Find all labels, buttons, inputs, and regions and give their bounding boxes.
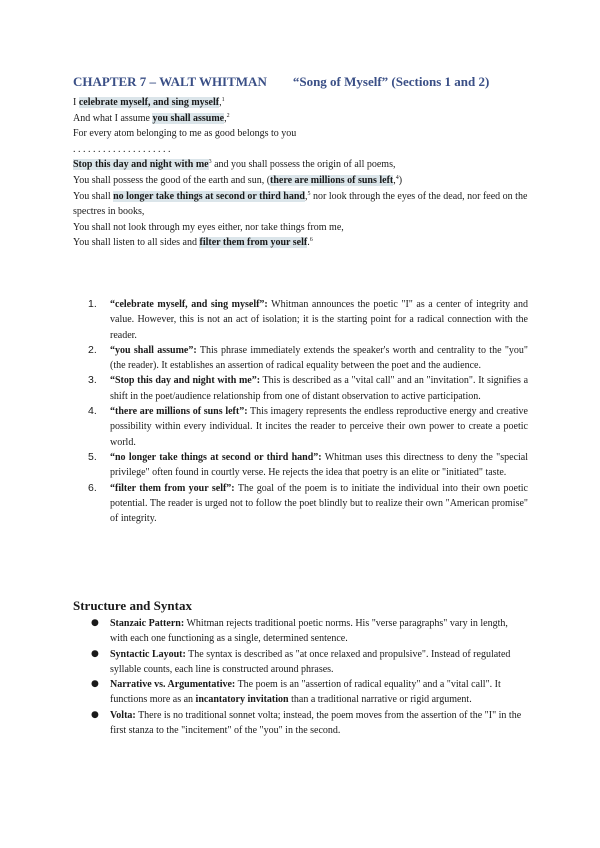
poem-line-3: For every atom belonging to me as good belongs to you (73, 128, 297, 140)
poem-text: You shall possess the good of the earth and sun, ( (73, 174, 271, 186)
bullet-icon: ● (91, 648, 99, 659)
annotation-text: Whitman uses this directness to deny the "special privilege" often found in courtly verse. He rejects the idea that poetry is an elite or "initiated" taste. (110, 451, 528, 479)
footnote-ref-2: 2 (226, 112, 230, 119)
annotation-term: “filter them from your self”: (110, 482, 235, 494)
highlight-celebrate-myself: celebrate myself, and sing myself (78, 97, 220, 108)
structure-item (76, 616, 528, 647)
structure-text: than a traditional narrative or rigid argument. (288, 694, 472, 706)
highlight-you-shall-assume: you shall assume (152, 112, 225, 124)
structure-text: There is no traditional sonnet volta; instead, the poem moves from the assertion of the "I" in the first stanza to the "incitement" of the "you" in the second. (110, 709, 522, 737)
annotation-text: This phrase immediately extends the speaker's worth and centrality to the "you" (the reader). It establishes an assertion of radical equality between the poet and the audience. (110, 344, 529, 372)
bullet-icon: ● (91, 709, 99, 720)
structure-term-inline: incantatory invitation (195, 694, 289, 706)
poem-text: , (305, 190, 308, 202)
poem-text: nor look through the eyes of the dead, nor feed on the spectres in books, (73, 190, 528, 218)
highlight-filter-them: filter them from your self (199, 237, 308, 249)
annotation-list (76, 297, 528, 526)
annotation-item (76, 404, 528, 450)
annotation-text: This imagery represents the endless reproductive energy and creative possibility within every individual. It incites the reader to perceive their own power to create a poetic world. (110, 406, 528, 448)
poem-line-9 (73, 235, 533, 251)
annotation-text: This is described as a "vital call" and an "invitation". It signifies a shift in the poet/audience relationship from one of distant observation to active participation. (110, 375, 529, 402)
structure-term: Narrative vs. Argumentative: (110, 679, 236, 691)
annotation-term: “Stop this day and night with me”: (110, 375, 261, 387)
footnote-ref-1: 1 (221, 97, 225, 103)
structure-item (76, 677, 528, 708)
highlight-stop-this-day: Stop this day and night with me (73, 159, 209, 171)
poem-line-2 (73, 111, 533, 127)
bullet-icon: ● (91, 618, 99, 628)
annotation-term: “you shall assume”: (110, 344, 197, 356)
annotation-item (76, 373, 528, 404)
poem-text: I (73, 97, 79, 108)
poem-text: , (224, 112, 227, 124)
footnote-ref-6: 6 (309, 237, 313, 244)
chapter-label: CHAPTER 7 – WALT WHITMAN (73, 74, 267, 89)
structure-item (76, 647, 528, 678)
chapter-heading (73, 74, 543, 90)
annotation-term: “there are millions of suns left”: (110, 406, 248, 418)
highlight-millions-of-suns: there are millions of suns left (270, 174, 394, 186)
annotation-number: 1. (88, 298, 97, 310)
poem-text: , (219, 97, 222, 108)
poem-line-1 (73, 95, 533, 111)
bullet-icon: ● (91, 679, 99, 690)
footnote-ref-3: 3 (208, 159, 212, 166)
poem-text: You shall listen to all sides and (73, 237, 200, 249)
annotation-item (76, 450, 528, 481)
annotation-text: The goal of the poem is to initiate the individual into their own poetic potential. The reader is urged not to follow the poet blindly but to realize their own "American promise" of integrity. (110, 482, 528, 525)
poem-text: and you shall possess the origin of all poems, (211, 159, 396, 171)
annotation-item (76, 481, 528, 527)
structure-text: The syntax is described as "at once relaxed and propulsive". Instead of regulated syllable counts, each line is constructed around phrases. (110, 648, 511, 675)
structure-list (76, 616, 528, 738)
annotation-item (76, 343, 528, 374)
structure-item (76, 708, 528, 739)
highlight-no-longer-take-things: no longer take things at second or third hand (113, 190, 305, 202)
annotation-number: 2. (88, 343, 97, 356)
poem-line-6 (73, 173, 533, 189)
poem-line-7 (73, 189, 533, 220)
poem-line-5 (73, 157, 533, 173)
annotation-item (76, 297, 528, 343)
annotation-term: “no longer take things at second or third hand”: (110, 451, 322, 463)
poem-text: You shall (73, 190, 114, 202)
poem-text: ) (398, 174, 403, 186)
section-heading: Structure and Syntax (73, 598, 192, 613)
structure-term: Syntactic Layout: (110, 648, 186, 660)
poem-text: . (307, 237, 310, 249)
footnote-ref-4: 4 (395, 174, 399, 181)
poem-text: And what I assume (73, 112, 153, 124)
structure-term: Stanzaic Pattern: (110, 618, 185, 629)
annotation-number: 3. (88, 374, 97, 387)
footnote-ref-5: 5 (307, 190, 311, 197)
poem-line-8: You shall not look through my eyes either, nor take things from me, (73, 221, 344, 233)
annotation-term: “celebrate myself, and sing myself”: (110, 299, 268, 310)
structure-text: Whitman rejects traditional poetic norms. His "verse paragraphs" vary in length, with each one functioning as a single, determined sentence. (110, 618, 508, 645)
annotation-number: 5. (88, 450, 97, 463)
poem-text: , (393, 174, 396, 186)
annotation-number: 4. (88, 405, 97, 418)
structure-term: Volta: (110, 709, 136, 721)
poem-excerpt (73, 95, 533, 251)
annotation-text: Whitman announces the poetic "I" as a center of integrity and value. However, this is not an act of isolation; it is the starting point for a radical connection with the reader. (110, 299, 528, 341)
poem-title: “Song of Myself” (Sections 1 and 2) (292, 74, 490, 89)
structure-text: The poem is an "assertion of radical equality" and a "vital call". It functions more as an (110, 679, 501, 706)
poem-ellipsis: . . . . . . . . . . . . . . . . . . . . (73, 143, 171, 155)
annotation-number: 6. (88, 481, 97, 494)
